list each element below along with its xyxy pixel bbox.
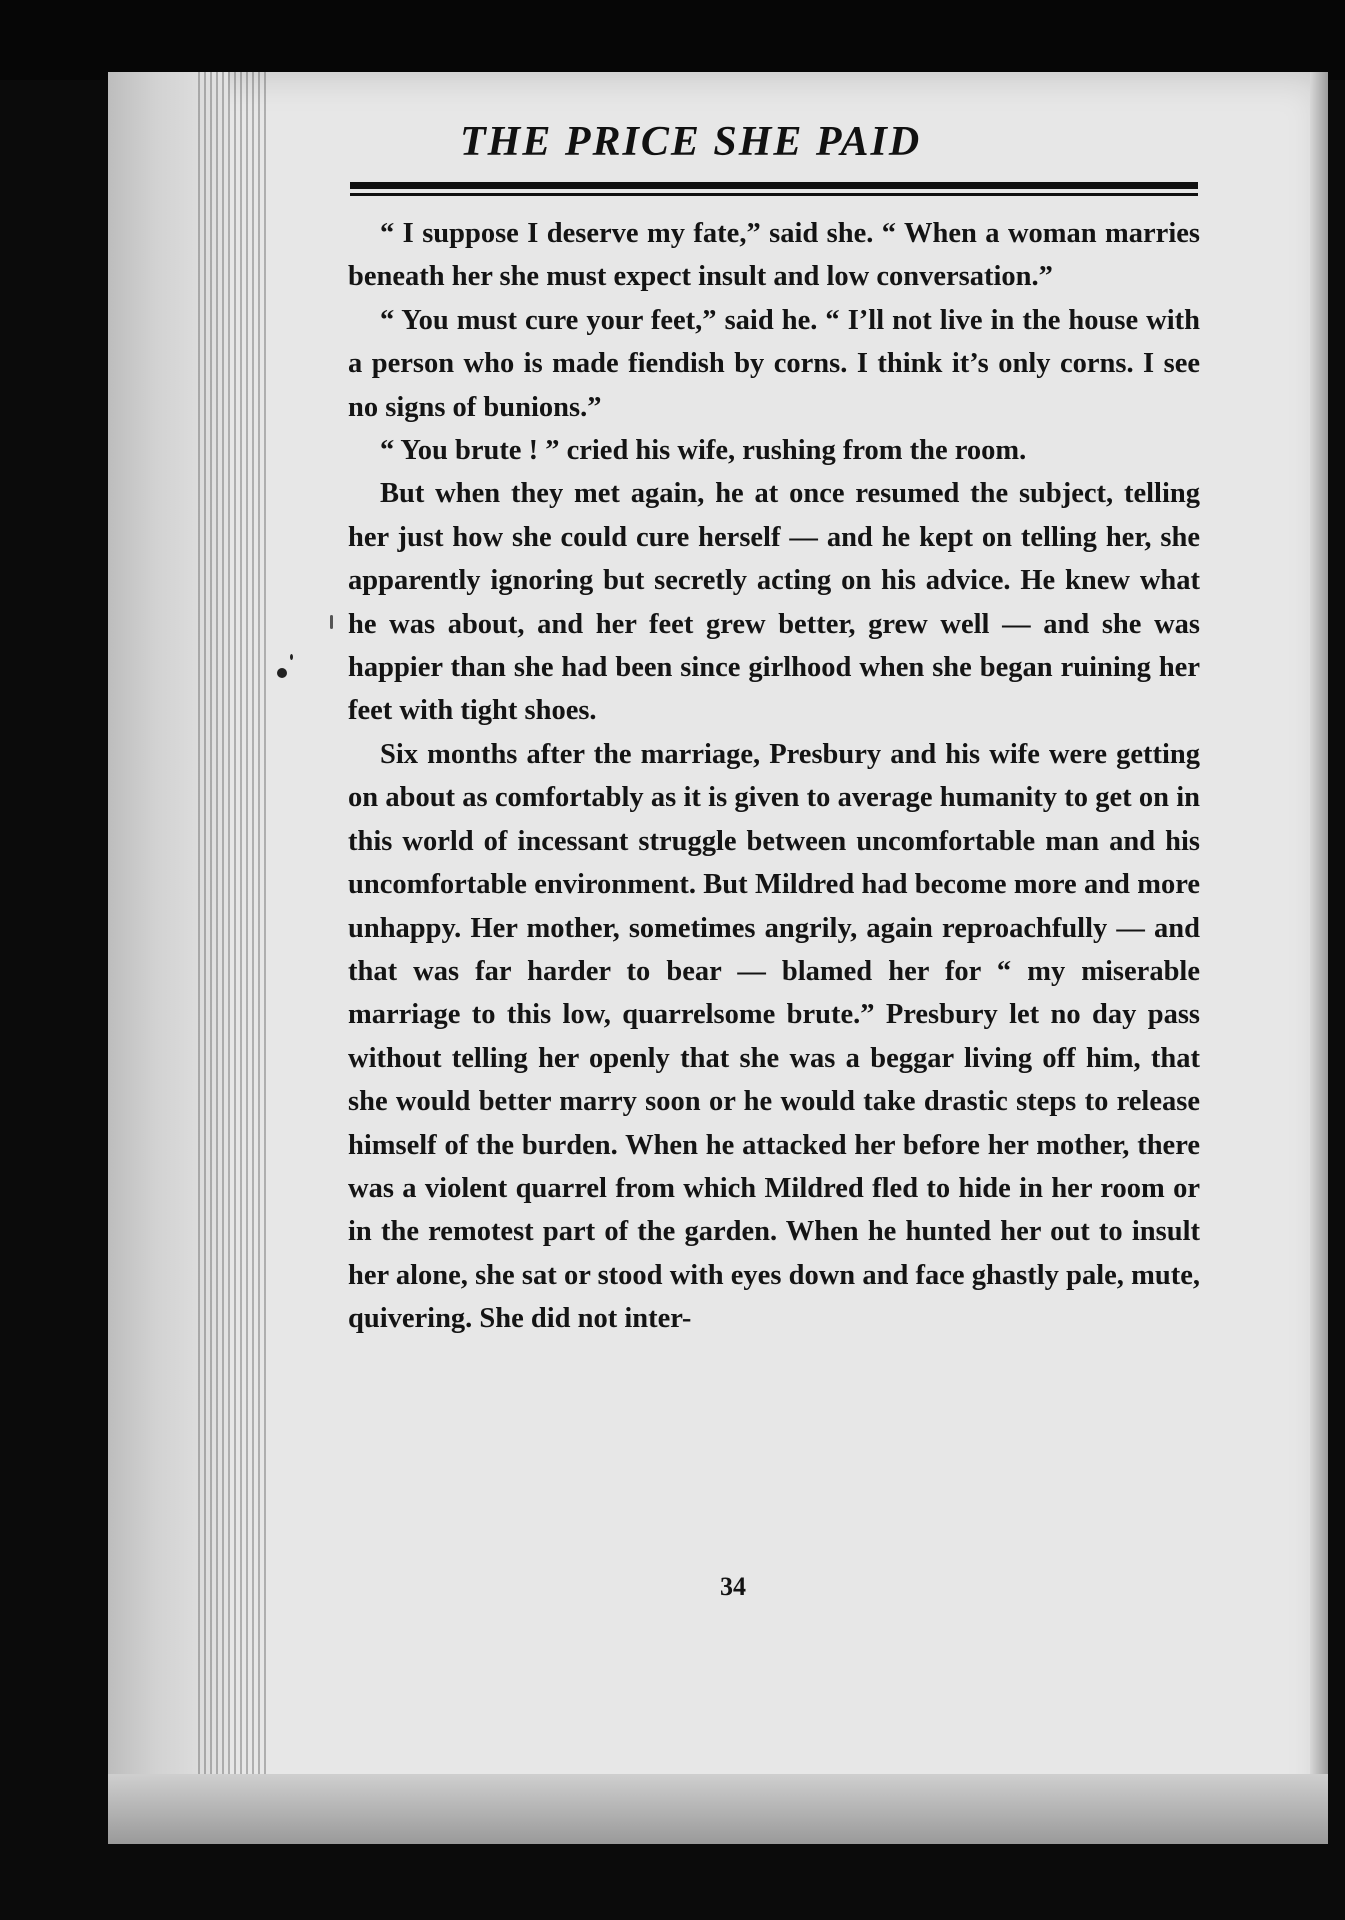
header-rule-thick [350,182,1198,189]
paragraph: Six months after the marriage, Presbury and his wife were getting on about as comfortably as it is given to average humanity to get on in this world of incessant struggle between uncomfortable man and his uncomfortable environment. But Mildred had become more and more unhappy. Her mother, sometimes angrily, again reproachfully — and that was far harder to bear — blamed her for “ my miserable marriage to this low, quarrelsome brute.” Presbury let no day pass without telling her openly that she was a beggar living off him, that she would better marry soon or he would take drastic steps to release himself of the burden. When he attacked her before her mother, there was a violent quarrel from which Mildred fled to hide in her room or in the remotest part of the garden. When he hunted her out to insult her alone, she sat or stood with eyes down and face ghastly pale, mute, quivering. She did not inter- [348,738,1200,1335]
paragraph: “ I suppose I deserve my fate,” said she. “ When a woman marries beneath her she must expect insult and low conversation.” [348,218,1200,293]
header-rule-thin [350,193,1198,196]
paragraph: But when they met again, he at once resumed the subject, telling her just how she could cure herself — and he kept on telling her, she apparently ignoring but secretly acting on his advice. He knew what he was about, and her feet grew better, grew well — and she was happier than she had been since girlhood when she began ruining her feet with tight shoes. [348,478,1200,727]
running-head: THE PRICE SHE PAID [460,119,922,165]
paragraph: “ You must cure your feet,” said he. “ I’ll not live in the house with a person who is made fiendish by corns. I think it’s only corns. I see no signs of bunions.” [348,304,1200,423]
page-bottom-edge [108,1774,1328,1844]
page-edge [1310,72,1328,1844]
ink-speck [277,668,287,678]
ink-speck [330,615,333,629]
page-number: 34 [720,1572,746,1601]
scan-background [0,0,1345,80]
ink-speck [290,654,293,660]
gutter-lines [198,72,268,1844]
body-text [348,212,1200,1341]
paragraph: “ You brute ! ” cried his wife, rushing from the room. [380,435,1027,467]
